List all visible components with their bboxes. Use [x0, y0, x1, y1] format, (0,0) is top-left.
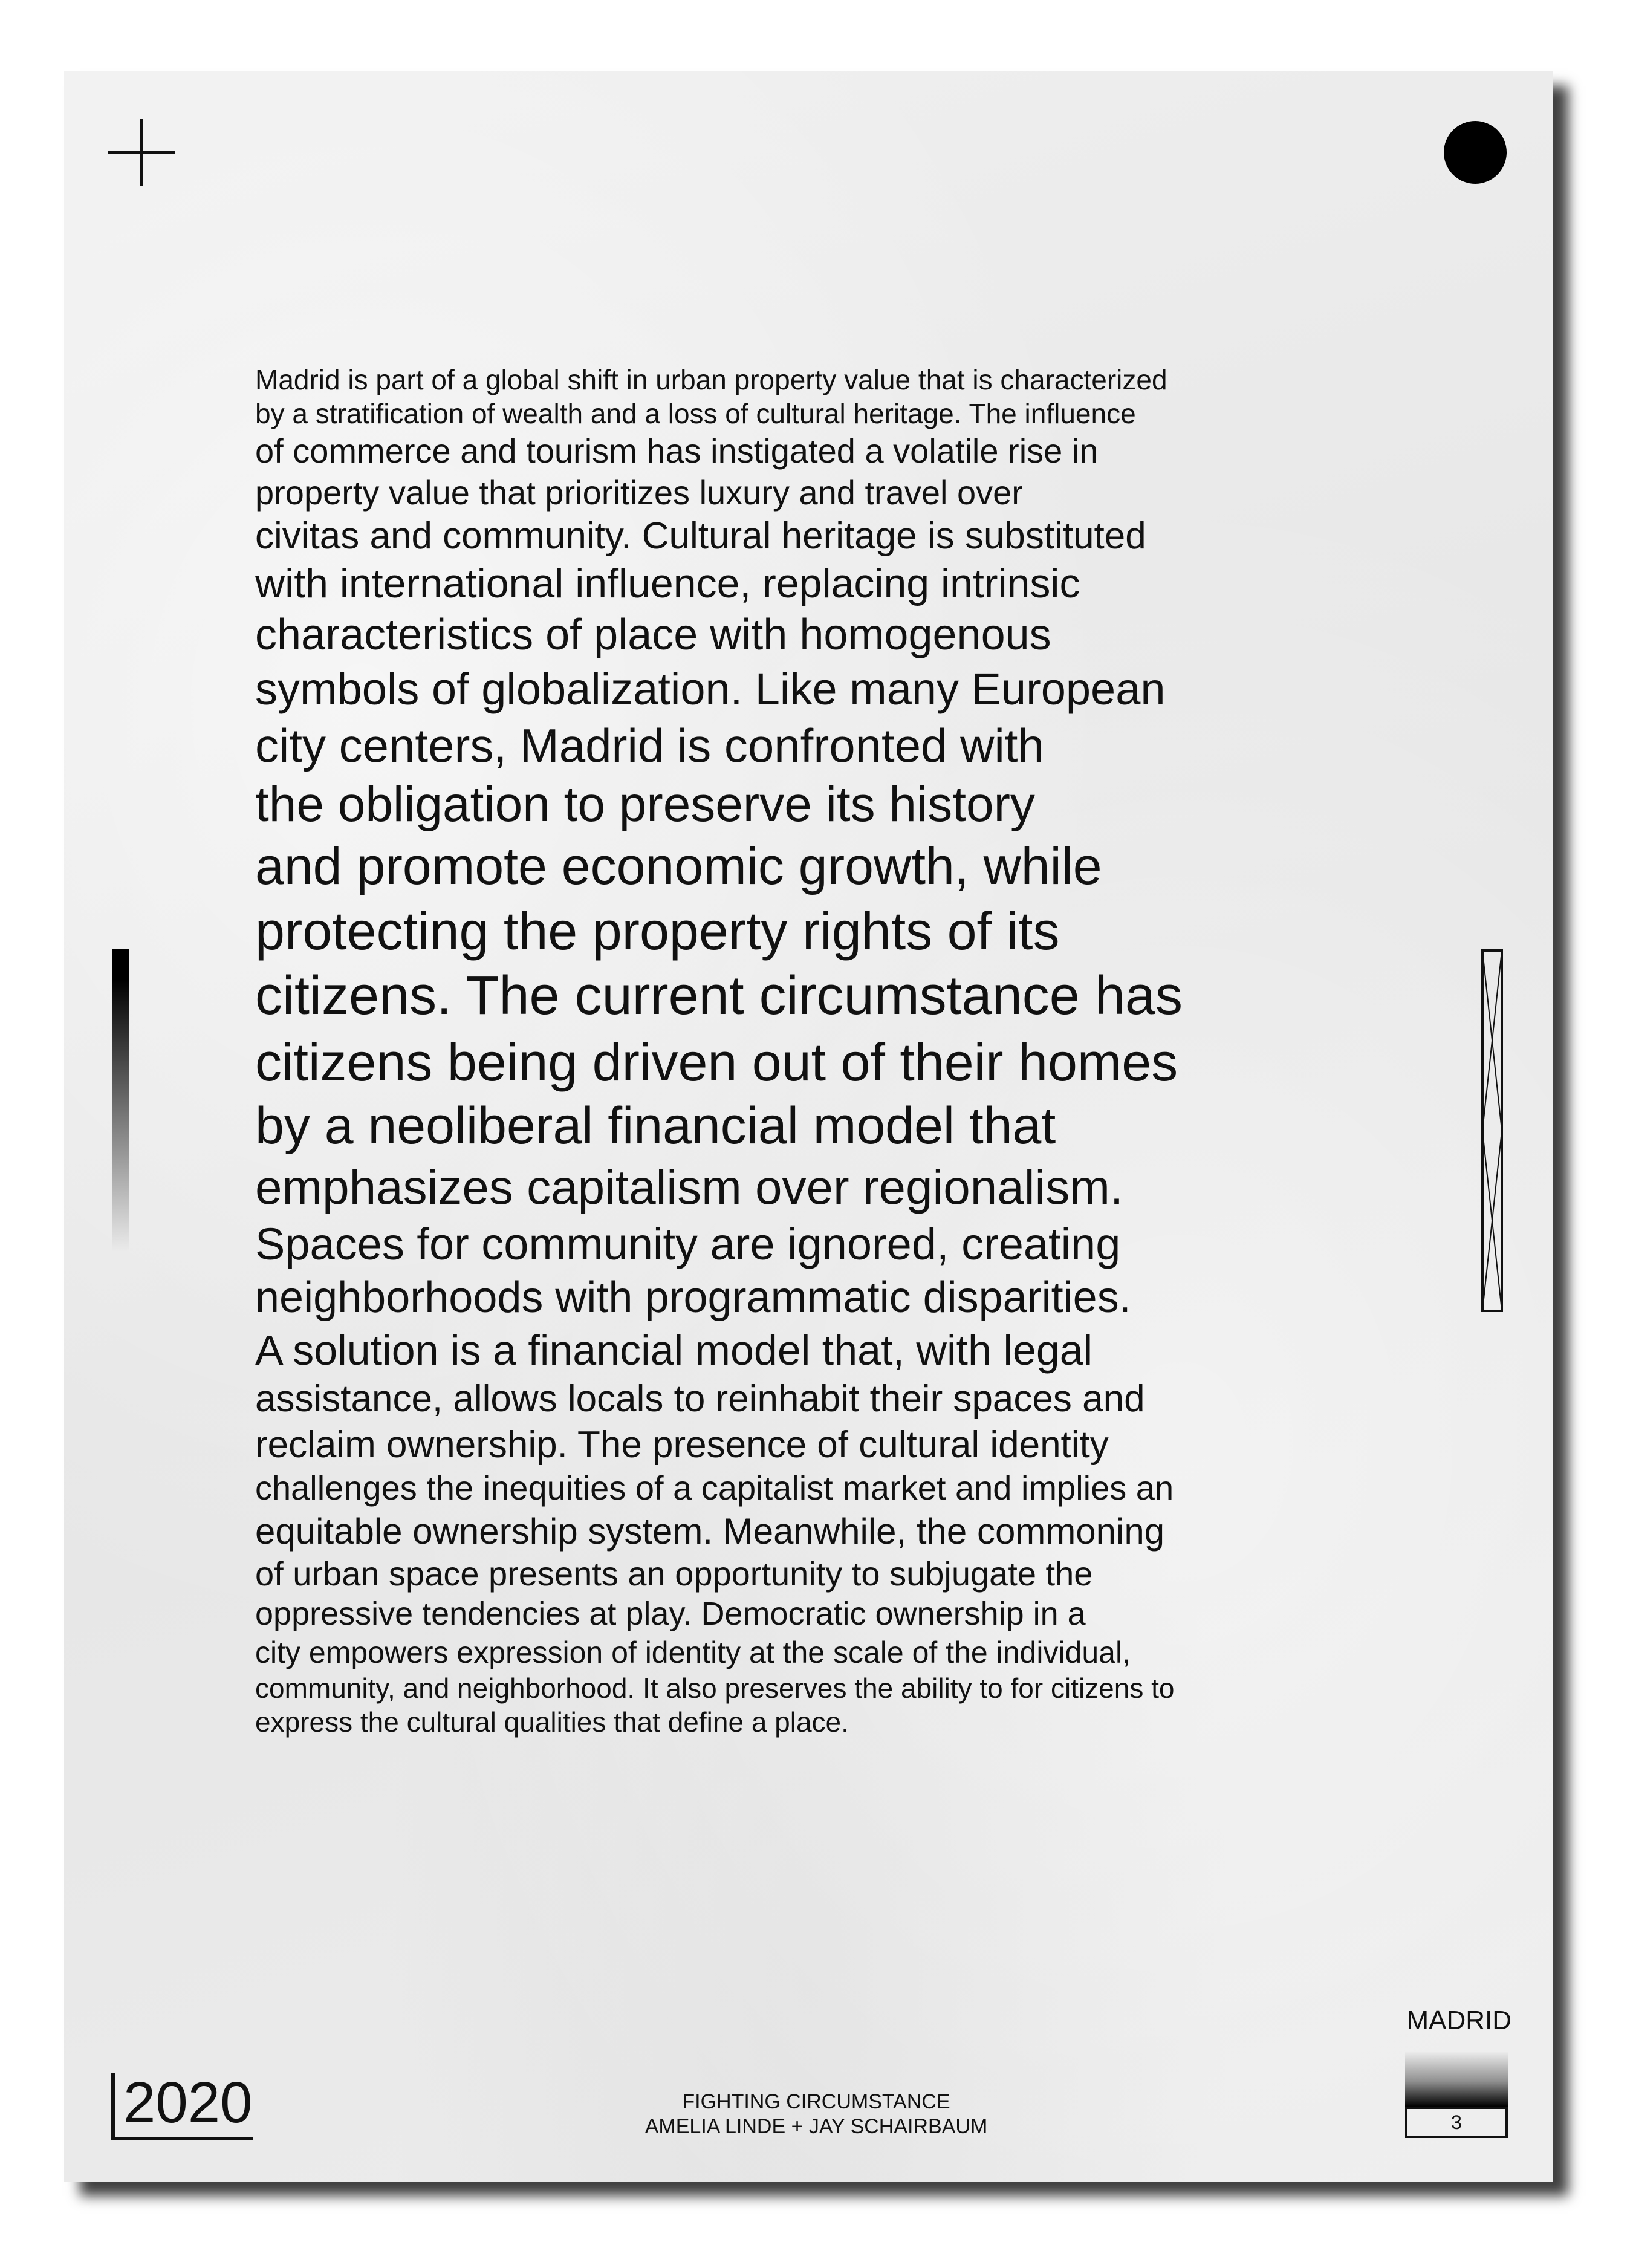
gradient-bar-icon	[112, 949, 129, 1252]
text-line: reclaim ownership. The presence of cultural identity	[255, 1423, 1109, 1466]
authors: AMELIA LINDE + JAY SCHAIRBAUM	[644, 2114, 988, 2138]
text-line: and promote economic growth, while	[255, 837, 1102, 895]
text-line: Madrid is part of a global shift in urban property value that is characterized	[255, 364, 1167, 395]
plus-icon-stem	[140, 119, 143, 186]
project-title: FIGHTING CIRCUMSTANCE	[682, 2090, 950, 2113]
text-line: city empowers expression of identity at the scale of the individual,	[255, 1636, 1131, 1670]
hourglass-frame-icon	[1481, 949, 1503, 1312]
text-line: by a stratification of wealth and a loss of cultural heritage. The influence	[255, 398, 1136, 430]
text-line: citizens being driven out of their homes	[255, 1032, 1178, 1092]
text-line: with international influence, replacing intrinsic	[255, 561, 1080, 607]
text-line: Spaces for community are ignored, creating	[255, 1218, 1121, 1269]
text-line: A solution is a financial model that, with legal	[255, 1326, 1093, 1374]
text-line: protecting the property rights of its	[255, 900, 1060, 961]
text-line: assistance, allows locals to reinhabit their spaces and	[255, 1378, 1145, 1420]
text-line: citizens. The current circumstance has	[255, 965, 1183, 1026]
text-line: oppressive tendencies at play. Democratic ownership in a	[255, 1596, 1086, 1633]
text-line: characteristics of place with homogenous	[255, 611, 1051, 660]
city-label: MADRID	[1406, 2006, 1511, 2035]
credits-block	[605, 2090, 1028, 2139]
text-line: of urban space presents an opportunity to subjugate the	[255, 1554, 1093, 1593]
filled-circle-icon	[1444, 121, 1507, 184]
text-line: of commerce and tourism has instigated a volatile rise in	[255, 432, 1099, 470]
page-number: 3	[1405, 2107, 1508, 2138]
year-label: 2020	[111, 2073, 253, 2140]
text-line: neighborhoods with programmatic disparities.	[255, 1273, 1131, 1322]
text-line: community, and neighborhood. It also preserves the ability to for citizens to	[255, 1672, 1175, 1704]
manifesto-paragraph	[255, 363, 1464, 1739]
text-line: the obligation to preserve its history	[255, 776, 1035, 832]
text-line: emphasizes capitalism over regionalism.	[255, 1160, 1124, 1215]
gradient-swatch-icon	[1405, 2051, 1508, 2107]
text-line: by a neoliberal financial model that	[255, 1097, 1056, 1155]
text-line: civitas and community. Cultural heritage is substituted	[255, 515, 1146, 557]
text-line: express the cultural qualities that define a place.	[255, 1706, 849, 1738]
text-line: symbols of globalization. Like many European	[255, 664, 1166, 715]
text-line: challenges the inequities of a capitalist market and implies an	[255, 1469, 1174, 1507]
text-line: city centers, Madrid is confronted with	[255, 718, 1044, 772]
text-line: property value that prioritizes luxury and travel over	[255, 473, 1023, 512]
text-line: equitable ownership system. Meanwhile, the commoning	[255, 1510, 1165, 1552]
